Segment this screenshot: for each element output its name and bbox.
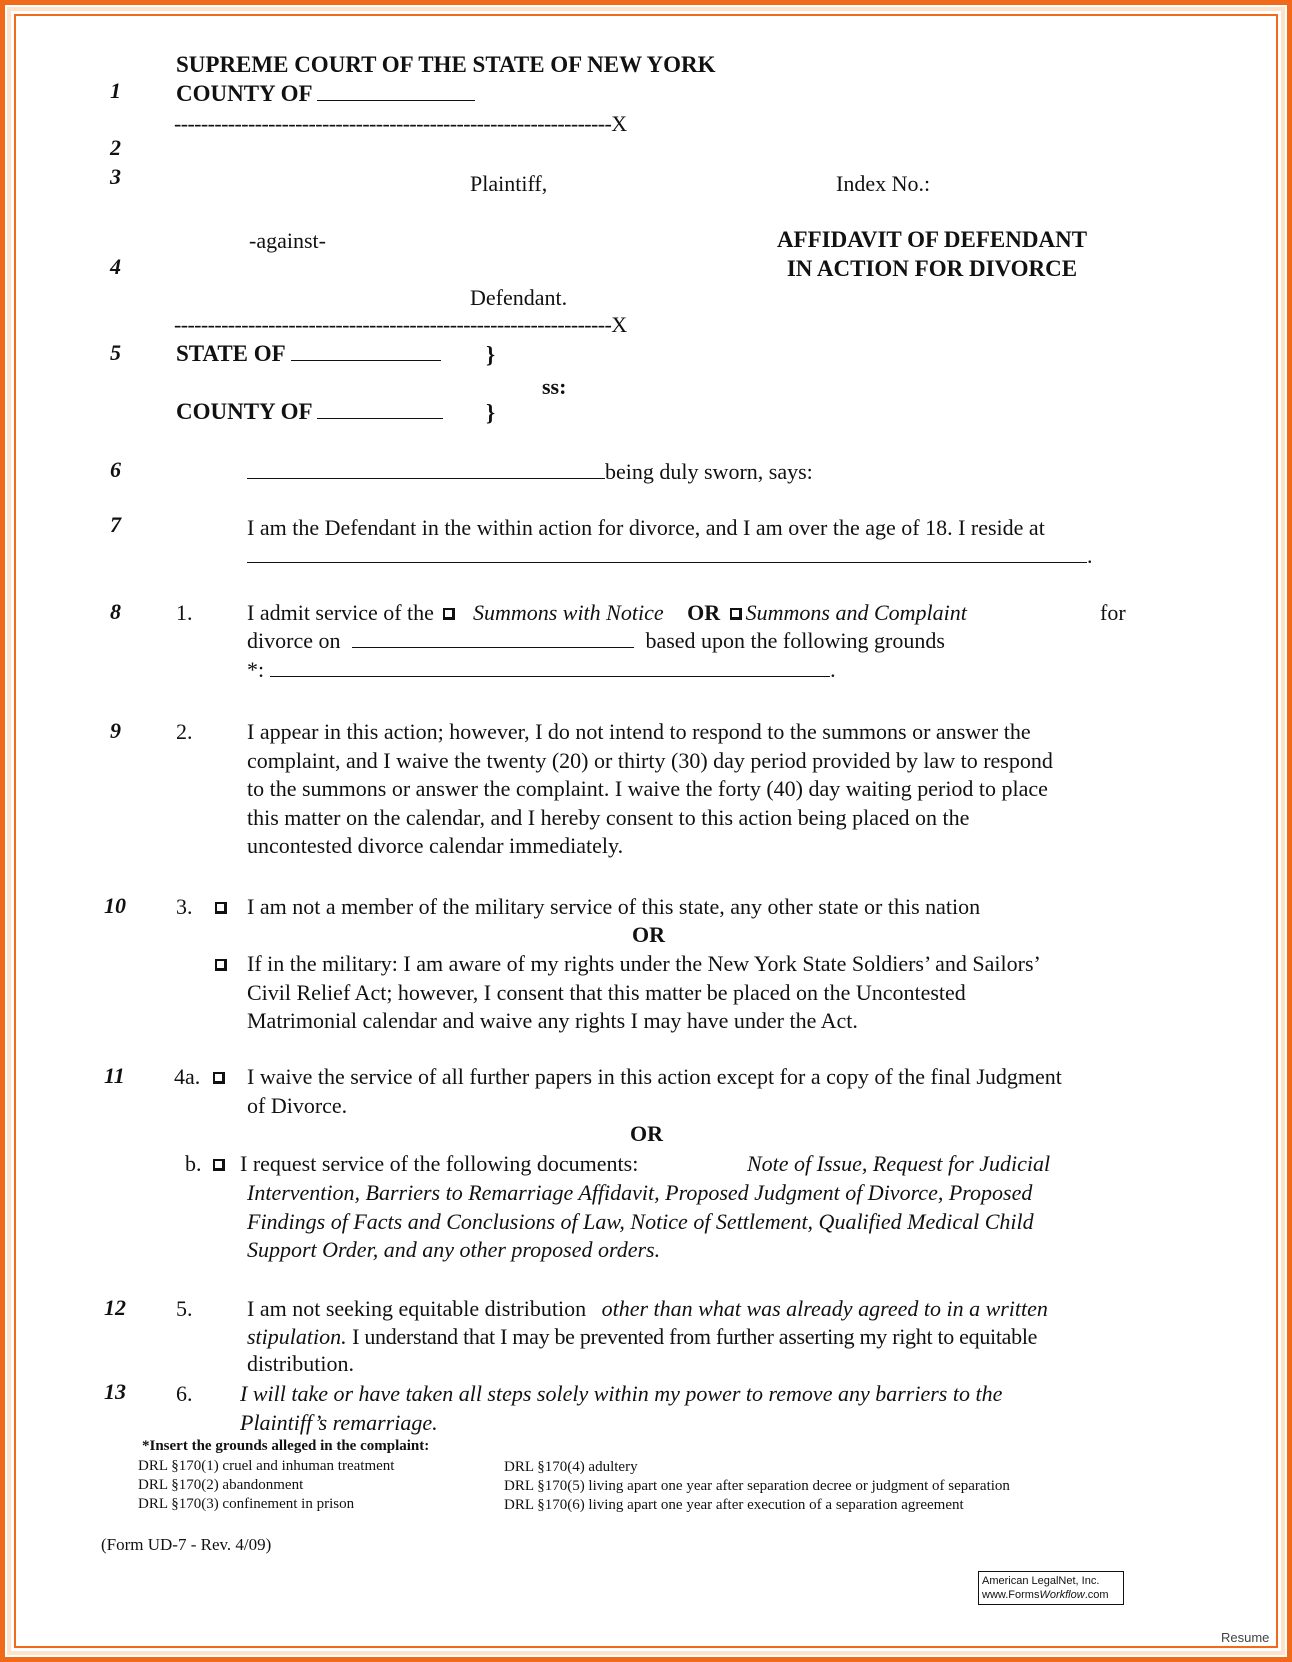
line-number: 8 (110, 599, 121, 624)
para4a-number: 4a. (174, 1064, 201, 1089)
para4b-first-docs: Note of Issue, Request for Judicial (747, 1151, 1051, 1176)
caption-separator: -----------------------------------------------------------------X (174, 111, 627, 136)
line-number: 3 (110, 164, 121, 189)
index-no-label: Index No.: (836, 171, 931, 196)
footnote-right-list: DRL §170(4) adultery DRL §170(5) living apart one year after separation decree or judgment of separation DRL §170(6) living apart one year after execution of a separation agreement (504, 1459, 1010, 1513)
para6-text: I will take or have taken all steps solely within my power to remove any barriers to the Plaintiff’s remarriage. (240, 1381, 1003, 1435)
in-military-checkbox[interactable] (215, 959, 227, 971)
service-date-blank[interactable] (352, 627, 634, 648)
or-separator-2: OR (630, 1121, 663, 1146)
document-title-line1: AFFIDAVIT OF DEFENDANT (776, 227, 1088, 252)
sworn-text: being duly sworn, says: (605, 459, 813, 484)
para5-number: 5. (176, 1296, 193, 1321)
para5-line1: I am not seeking equitable distribution other than what was already agreed to in a written (247, 1296, 1048, 1321)
line-number: 11 (104, 1063, 125, 1088)
para1-number: 1. (176, 600, 193, 625)
affiant-name-blank[interactable] (247, 458, 605, 479)
para1-line3: *: . (247, 657, 836, 682)
form-id: (Form UD-7 - Rev. 4/09) (101, 1535, 272, 1554)
para4b-doc-list: Intervention, Barriers to Remarriage Affidavit, Proposed Judgment of Divorce, Proposed Findings of Facts and Conclusions of Law, Notice of Settlement, Qualified Medical Child Support Order, and any other proposed orders. (247, 1180, 1034, 1262)
court-name: SUPREME COURT OF THE STATE OF NEW YORK (176, 52, 716, 77)
line-number: 5 (110, 340, 121, 365)
residence-blank[interactable] (247, 542, 1087, 563)
plaintiff-label: Plaintiff, (470, 171, 548, 196)
para4b-number: b. (185, 1151, 202, 1176)
para4b-first: I request service of the following documents: (240, 1151, 639, 1176)
line-number: 9 (110, 718, 121, 743)
summons-complaint-label: Summons and Complaint (745, 600, 967, 625)
county-blank[interactable] (317, 80, 475, 101)
footnote-title: *Insert the grounds alleged in the complaint: (142, 1438, 430, 1454)
state-of-line (176, 340, 441, 367)
against-label: -against- (249, 228, 326, 253)
line-number: 13 (104, 1379, 126, 1404)
publisher-logo: American LegalNet, Inc. www.FormsWorkflow.com (978, 1571, 1124, 1605)
waive-service-checkbox[interactable] (213, 1072, 225, 1084)
para6-number: 6. (176, 1381, 193, 1406)
line-number: 7 (110, 512, 121, 537)
not-military-checkbox[interactable] (215, 902, 227, 914)
summons-notice-checkbox[interactable] (443, 608, 455, 620)
para1-line2: divorce on based upon the following grounds (247, 628, 945, 653)
residence-line: . (247, 542, 1093, 570)
reside-text: I am the Defendant in the within action for divorce, and I am over the age of 18. I reside at (247, 515, 1045, 540)
line-number: 12 (104, 1295, 126, 1320)
county-of-blank[interactable] (317, 398, 443, 419)
para5-line2: stipulation. I understand that I may be prevented from further asserting my right to equitable (247, 1324, 1038, 1349)
or-separator: OR (632, 922, 665, 947)
county-line (176, 80, 475, 107)
summons-notice-label: Summons with Notice (472, 600, 664, 625)
document-title-line2: IN ACTION FOR DIVORCE (786, 256, 1078, 281)
line-number: 10 (104, 893, 126, 918)
para1-line1: I admit service of the Summons with Notice OR Summons and Complaint (247, 600, 967, 625)
sworn-line (247, 458, 813, 486)
para3-in-military: If in the military: I am aware of my rights under the New York State Soldiers’ and Sailors’ Civil Relief Act; however, I consent that this matter be placed on the Uncontested Matrimonial calendar and waive any rights I may have under the Act. (247, 951, 1041, 1033)
brace-top: } (486, 342, 496, 367)
state-blank[interactable] (291, 340, 441, 361)
para4a-text: I waive the service of all further papers in this action except for a copy of the final Judgment of Divorce. (247, 1064, 1062, 1118)
line-number: 4 (110, 254, 121, 279)
summons-complaint-checkbox[interactable] (730, 608, 742, 620)
watermark-text: Resume (1221, 1630, 1270, 1645)
brace-bottom: } (486, 400, 496, 425)
county-label: COUNTY OF (176, 81, 312, 106)
county-of-line (176, 398, 443, 425)
defendant-label: Defendant. (470, 285, 568, 310)
caption-separator-2: -----------------------------------------------------------------X (174, 312, 627, 337)
line-number: 2 (110, 135, 121, 160)
para1-for: for (1100, 600, 1126, 625)
para5-line3: distribution. (247, 1351, 354, 1376)
request-service-checkbox[interactable] (213, 1159, 225, 1171)
state-of-label: STATE OF (176, 341, 285, 366)
para2-number: 2. (176, 719, 193, 744)
ss-label: ss: (542, 374, 567, 399)
county-of-label: COUNTY OF (176, 399, 312, 424)
line-number: 1 (110, 78, 121, 103)
para2-text: I appear in this action; however, I do not intend to respond to the summons or answer the complaint, and I waive the twenty (20) or thirty (30) day period provided by law to respond to the summons or answer the complaint. I waive the forty (40) day waiting period to place this matter on the calendar, and I hereby consent to this action being placed on the uncontested divorce calendar immediately. (247, 719, 1053, 858)
line-number: 6 (110, 457, 121, 482)
para3-not-military: I am not a member of the military service of this state, any other state or this nation (247, 894, 981, 919)
para3-number: 3. (176, 894, 193, 919)
grounds-blank[interactable] (270, 656, 830, 677)
footnote-left-list: DRL §170(1) cruel and inhuman treatment DRL §170(2) abandonment DRL §170(3) confinement in prison (138, 1458, 395, 1512)
